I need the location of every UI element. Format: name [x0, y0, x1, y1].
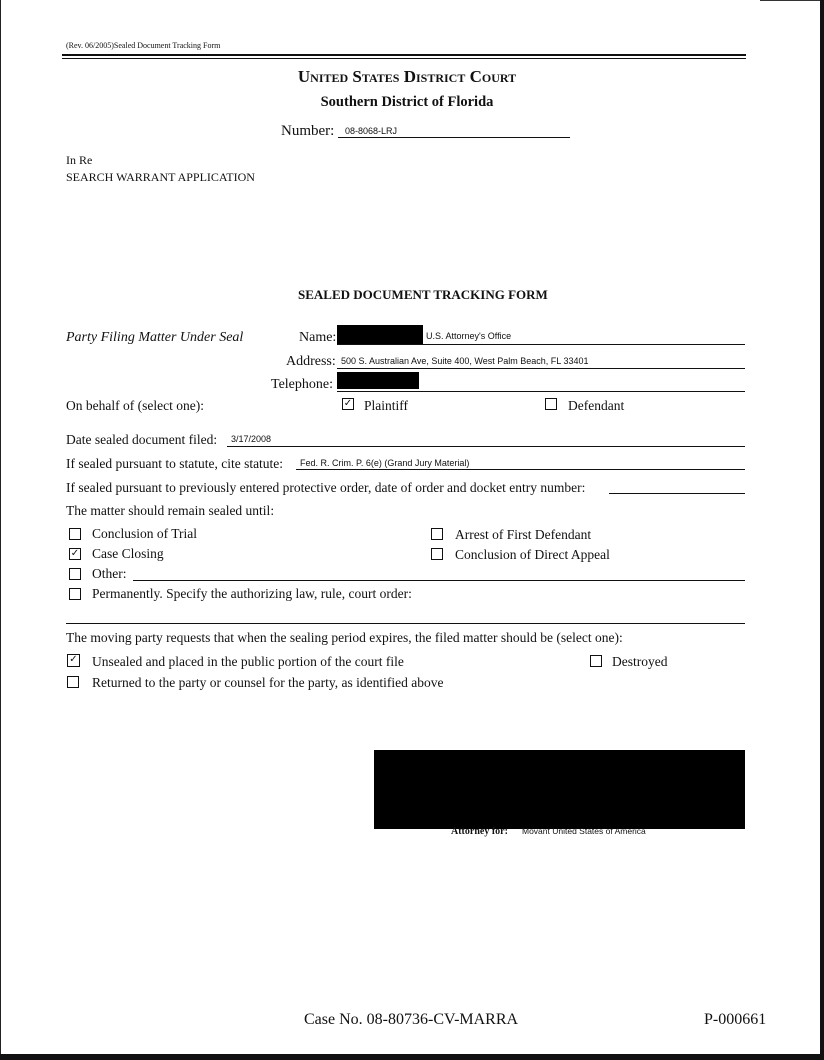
address-value: 500 S. Australian Ave, Suite 400, West Palm Beach, FL 33401 — [341, 356, 589, 366]
form-title: SEALED DOCUMENT TRACKING FORM — [298, 287, 548, 302]
address-label: Address: — [286, 354, 336, 369]
scan-edge-bottom — [0, 1054, 824, 1060]
on-behalf-label: On behalf of (select one): — [66, 398, 204, 413]
unsealed-label: Unsealed and placed in the public portion of the court file — [92, 654, 404, 669]
district-name: Southern District of Florida — [320, 94, 494, 110]
footer-case-number: Case No. 08-80736-CV-MARRA — [304, 1011, 519, 1028]
protective-order-label: If sealed pursuant to previously entered protective order, date of order and docket entry number: — [66, 480, 586, 495]
telephone-label: Telephone: — [271, 377, 333, 392]
party-section-label: Party Filing Matter Under Seal — [66, 330, 244, 345]
other-label: Other: — [92, 566, 127, 581]
conclusion-of-trial-checkbox[interactable] — [69, 528, 81, 540]
court-name: United States District Court — [297, 67, 517, 86]
in-re-label: In Re — [66, 153, 93, 167]
name-underline — [337, 344, 745, 345]
scan-edge-top — [760, 0, 820, 1]
number-label: Number: — [281, 123, 335, 139]
returned-label: Returned to the party or counsel for the party, as identified above — [92, 675, 444, 690]
permanently-checkbox[interactable] — [69, 588, 81, 600]
statute-label: If sealed pursuant to statute, cite statute: — [66, 456, 284, 471]
protective-order-underline — [609, 493, 745, 494]
direct-appeal-checkbox[interactable] — [431, 548, 443, 560]
header-rule-thin — [62, 58, 746, 59]
telephone-underline — [337, 391, 745, 392]
unsealed-checkbox[interactable]: ✓ — [67, 654, 80, 667]
redacted-name — [337, 325, 423, 345]
scan-edge-right — [820, 0, 824, 1060]
number-underline — [338, 137, 570, 138]
form-revision: (Rev. 06/2005)Sealed Document Tracking Form — [66, 41, 221, 50]
conclusion-of-trial-label: Conclusion of Trial — [92, 526, 198, 541]
statute-value: Fed. R. Crim. P. 6(e) (Grand Jury Material) — [300, 458, 470, 468]
redacted-telephone — [337, 372, 419, 389]
name-value: U.S. Attorney's Office — [426, 331, 512, 341]
plaintiff-label: Plaintiff — [364, 398, 409, 413]
plaintiff-checkbox[interactable]: ✓ — [343, 398, 353, 409]
date-filed-label: Date sealed document filed: — [66, 432, 218, 447]
statute-underline — [296, 469, 745, 470]
arrest-first-defendant-label: Arrest of First Defendant — [455, 527, 592, 542]
direct-appeal-label: Conclusion of Direct Appeal — [455, 547, 610, 562]
permanently-label: Permanently. Specify the authorizing law, rule, court order: — [92, 586, 412, 601]
destroyed-checkbox[interactable] — [590, 655, 602, 667]
other-checkbox[interactable] — [69, 568, 81, 580]
arrest-first-defendant-checkbox[interactable] — [431, 528, 443, 540]
header-rule — [62, 54, 746, 56]
case-closing-checkbox[interactable]: ✓ — [70, 548, 80, 559]
other-underline — [133, 580, 745, 581]
scan-edge-left — [0, 0, 1, 1060]
attorney-for-label: Attorney for: — [451, 826, 508, 837]
name-label: Name: — [299, 330, 337, 345]
expiry-label: The moving party requests that when the sealing period expires, the filed matter should be (select one): — [66, 630, 623, 645]
defendant-label: Defendant — [568, 398, 625, 413]
redacted-signature-block — [374, 750, 745, 829]
case-closing-label: Case Closing — [92, 546, 164, 561]
attorney-for-value: Movant United States of America — [522, 826, 646, 836]
case-number: 08-8068-LRJ — [345, 126, 398, 136]
sealed-until-label: The matter should remain sealed until: — [66, 503, 275, 518]
matter-title: SEARCH WARRANT APPLICATION — [66, 170, 255, 184]
defendant-checkbox[interactable] — [545, 398, 557, 410]
date-filed-value: 3/17/2008 — [231, 434, 272, 444]
address-underline — [337, 368, 745, 369]
date-underline — [227, 446, 745, 447]
destroyed-label: Destroyed — [612, 654, 668, 669]
section-divider — [66, 623, 745, 624]
returned-checkbox[interactable] — [67, 676, 79, 688]
footer-page-id: P-000661 — [704, 1011, 767, 1028]
